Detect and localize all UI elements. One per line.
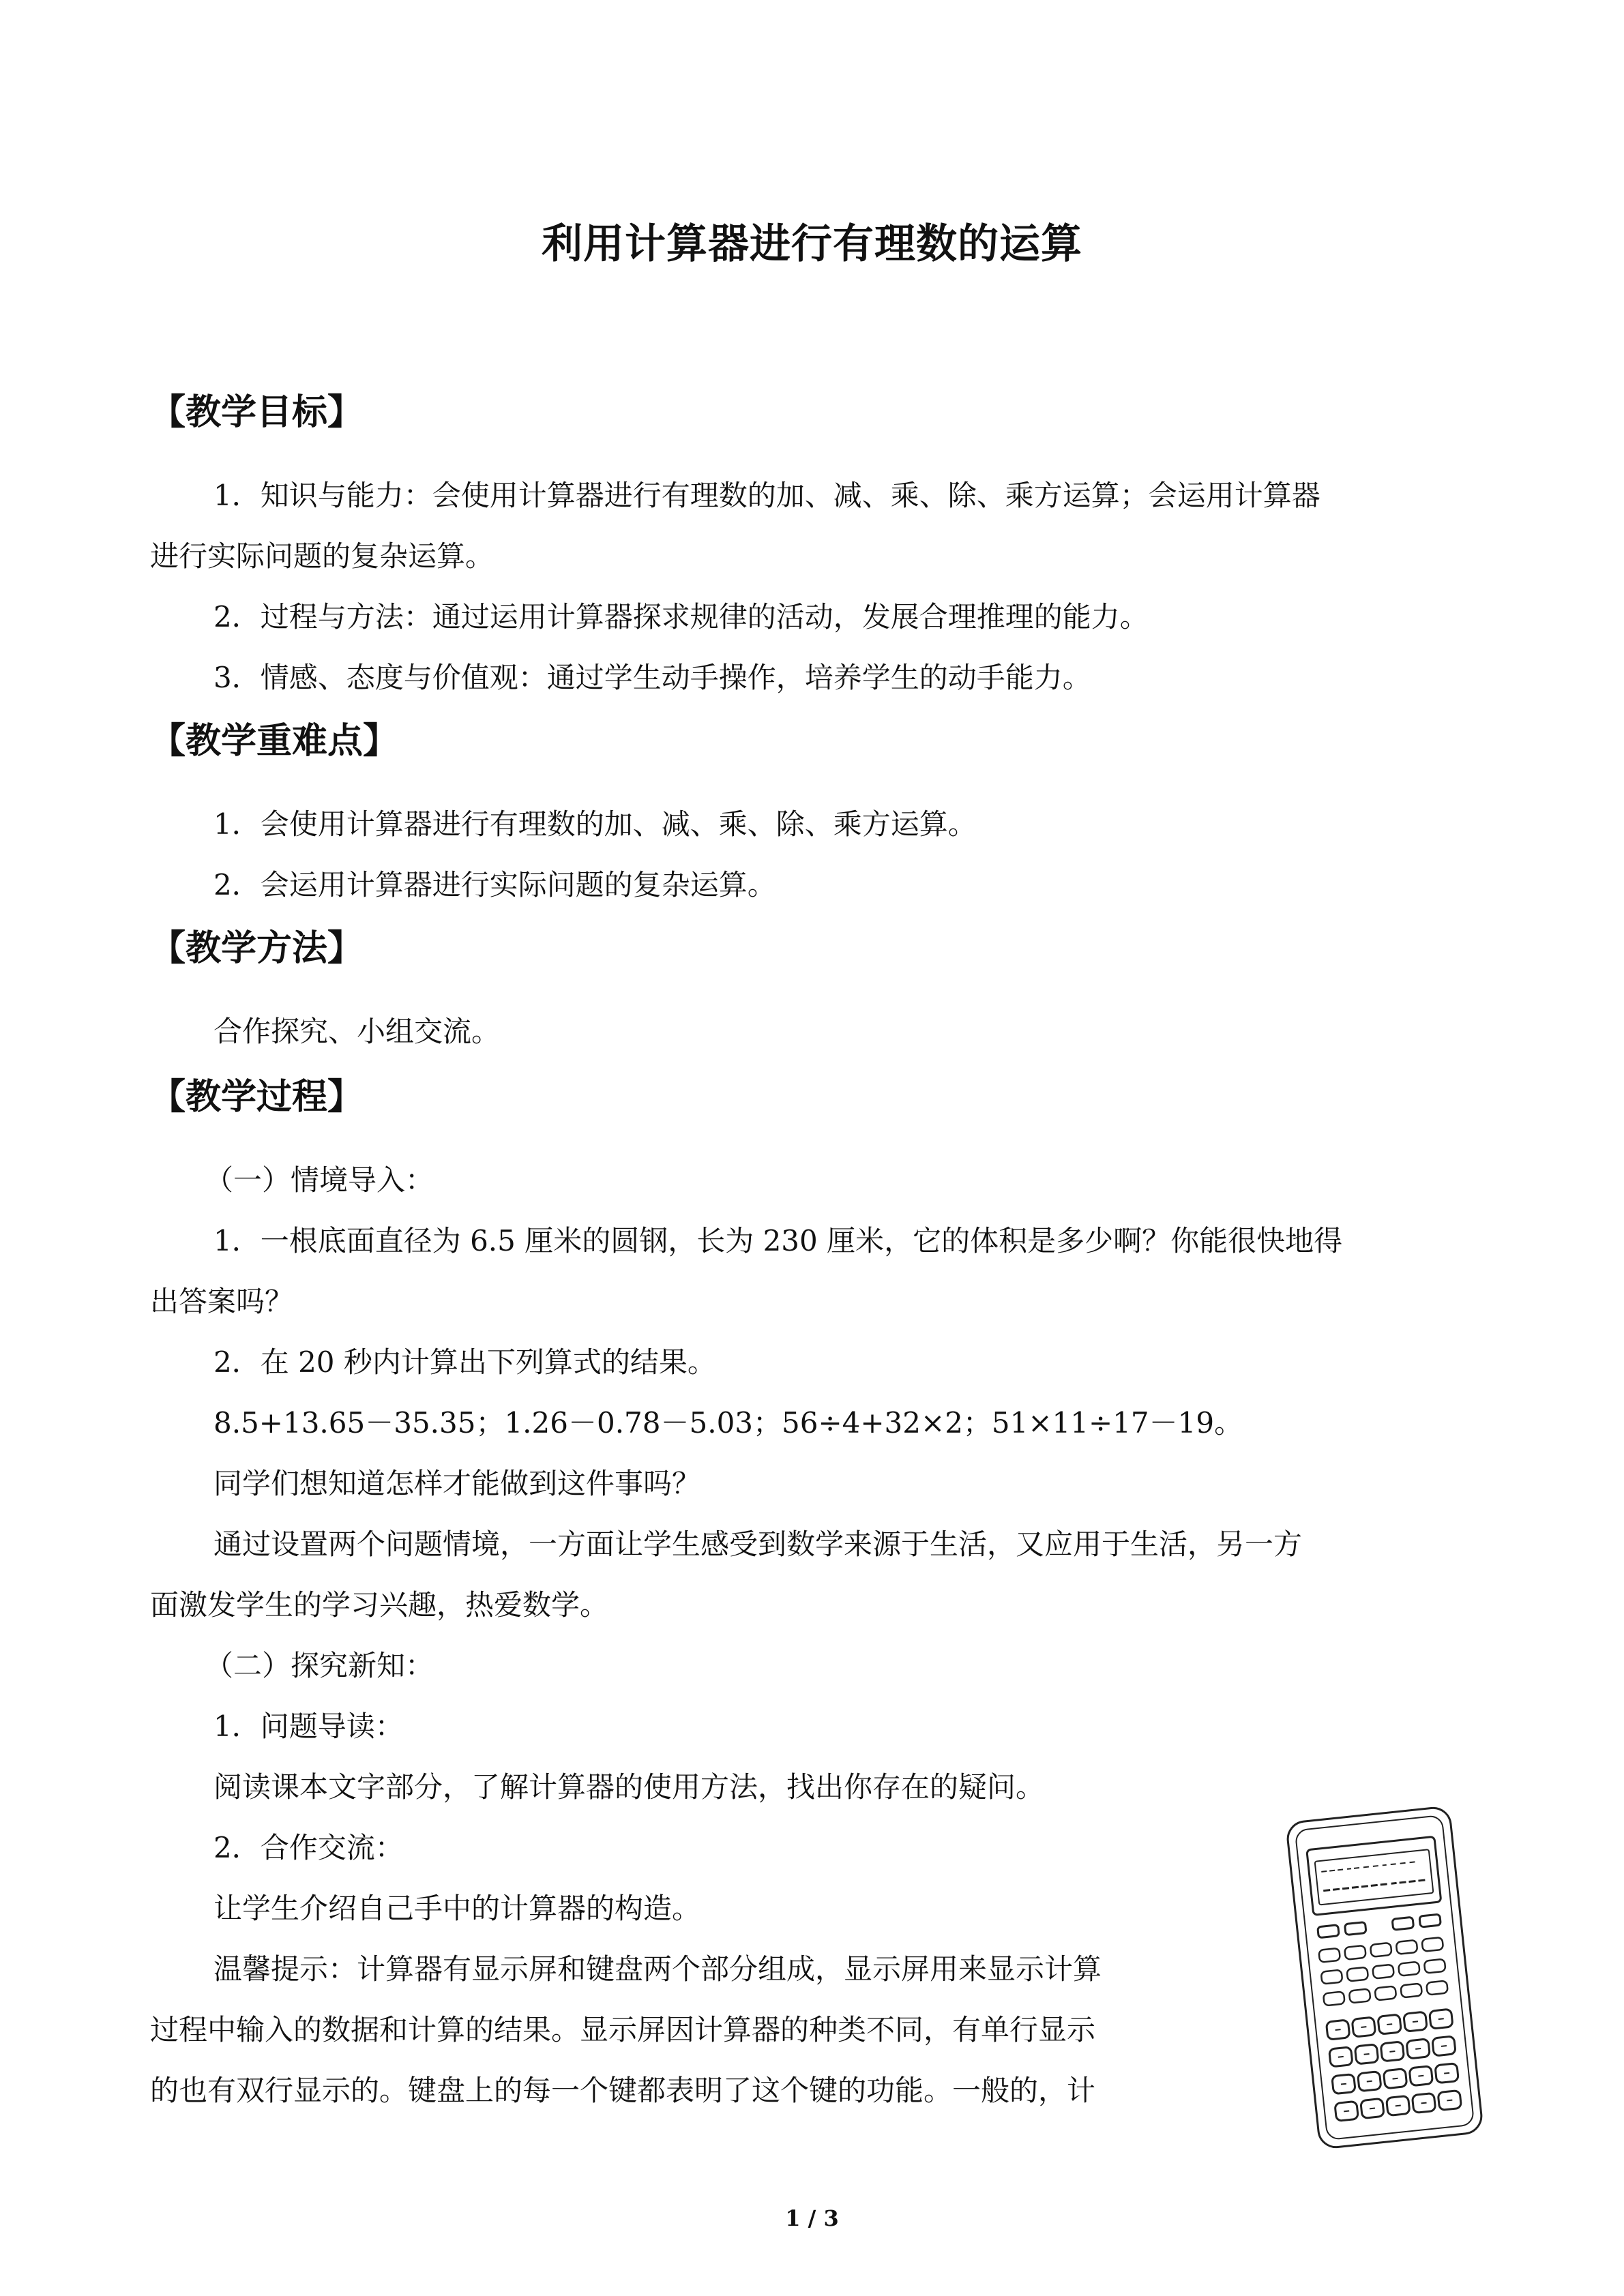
process-line-7: 通过设置两个问题情境，一方面让学生感受到数学来源于生活，又应用于生活，另一方 <box>213 1527 1303 1561</box>
document-title: 利用计算器进行有理数的运算 <box>542 220 1082 268</box>
process-line-5: 8.5+13.65－35.35；1.26－0.78－5.03；56÷4+32×2；51×11÷17－19。 <box>213 1406 1243 1440</box>
methods-heading: 【教学方法】 <box>150 928 364 969</box>
key-point-2: 2．会运用计算器进行实际问题的复杂运算。 <box>213 868 776 901</box>
process-line-6: 同学们想知道怎样才能做到这件事吗？ <box>213 1467 701 1500</box>
page-number: 1 / 3 <box>785 2205 839 2231</box>
process-line-9: （二）探究新知： <box>205 1649 434 1682</box>
goals-item-1-cont: 进行实际问题的复杂运算。 <box>150 539 494 573</box>
process-heading: 【教学过程】 <box>150 1077 364 1118</box>
process-line-1: （一）情境导入： <box>205 1163 434 1197</box>
process-line-14: 温馨提示：计算器有显示屏和键盘两个部分组成，显示屏用来显示计算 <box>213 1952 1102 1986</box>
process-line-13: 让学生介绍自己手中的计算器的构造。 <box>213 1892 701 1925</box>
key-points-heading: 【教学重难点】 <box>150 721 399 762</box>
process-line-15: 过程中输入的数据和计算的结果。显示屏因计算器的种类不同，有单行显示 <box>150 2013 1096 2046</box>
process-line-3: 出答案吗？ <box>150 1285 294 1318</box>
process-line-2: 1．一根底面直径为 6.5 厘米的圆钢，长为 230 厘米，它的体积是多少啊？你能很快地得 <box>213 1224 1343 1257</box>
process-line-11: 阅读课本文字部分，了解计算器的使用方法，找出你存在的疑问。 <box>213 1770 1045 1804</box>
process-line-4: 2．在 20 秒内计算出下列算式的结果。 <box>213 1345 716 1379</box>
methods-item-1: 合作探究、小组交流。 <box>213 1015 501 1048</box>
process-line-8: 面激发学生的学习兴趣，热爱数学。 <box>150 1588 609 1622</box>
process-line-16: 的也有双行显示的。键盘上的每一个键都表明了这个键的功能。一般的，计 <box>150 2074 1096 2107</box>
process-line-10: 1．问题导读： <box>213 1710 404 1743</box>
process-line-12: 2．合作交流： <box>213 1831 404 1864</box>
key-point-1: 1．会使用计算器进行有理数的加、减、乘、除、乘方运算。 <box>213 807 977 841</box>
calculator-icon <box>1275 1800 1494 2155</box>
goals-item-2: 2．过程与方法：通过运用计算器探求规律的活动，发展合理推理的能力。 <box>213 600 1149 633</box>
goals-heading: 【教学目标】 <box>150 392 364 433</box>
goals-item-3: 3．情感、态度与价值观：通过学生动手操作，培养学生的动手能力。 <box>213 661 1091 694</box>
goals-item-1: 1．知识与能力：会使用计算器进行有理数的加、减、乘、除、乘方运算；会运用计算器 <box>213 479 1320 512</box>
